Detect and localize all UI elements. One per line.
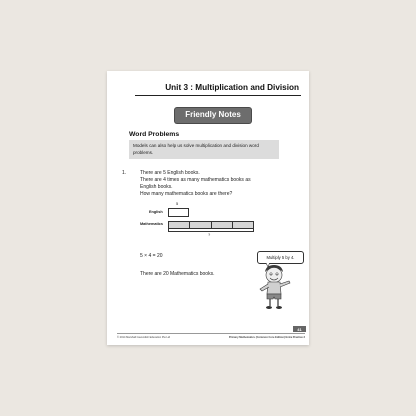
page-number: 41 — [297, 326, 302, 332]
problem-number: 1. — [122, 170, 127, 176]
problem-line: There are 4 times as many mathematics books as — [140, 177, 251, 183]
mathematics-bar-unit — [212, 222, 233, 228]
note-box — [129, 140, 279, 159]
english-value-label: 5 — [176, 201, 179, 206]
footer-copyright: © 2014 Marshall Cavendish Education Pte Ltd — [117, 336, 171, 339]
cartoon-boy-illustration — [257, 263, 293, 311]
page-number-badge — [293, 326, 306, 332]
mathematics-unknown-label: ? — [208, 232, 211, 237]
mathematics-label: Mathematics — [140, 222, 164, 226]
mathematics-bar — [168, 221, 254, 229]
note-text: Models can also help us solve multiplication and division word problems. — [133, 143, 259, 155]
equation: 5 × 4 = 20 — [140, 253, 163, 259]
english-label: English — [149, 210, 163, 214]
problem-line: There are 5 English books. — [140, 170, 200, 176]
friendly-notes-banner — [175, 108, 251, 123]
footer-book-title: Primary Mathematics (Common Core Edition) Extra Practice 3 — [228, 336, 305, 339]
problem-line: How many mathematics books are there? — [140, 191, 233, 197]
banner-label: Friendly Notes — [185, 110, 241, 119]
mathematics-bar-unit — [233, 222, 253, 228]
unit-title: Unit 3 : Multiplication and Division — [165, 83, 299, 92]
section-title: Word Problems — [129, 131, 180, 138]
speech-bubble-text: Multiply 5 by 4. — [266, 254, 295, 260]
answer-sentence: There are 20 Mathematics books. — [140, 271, 215, 277]
english-bar — [168, 208, 189, 217]
mathematics-brace — [168, 229, 254, 232]
title-divider — [135, 95, 301, 96]
mathematics-bar-unit — [169, 222, 190, 228]
footer-divider — [117, 333, 305, 334]
mathematics-bar-unit — [190, 222, 211, 228]
workbook-page — [107, 71, 309, 345]
problem-line: English books. — [140, 184, 173, 190]
